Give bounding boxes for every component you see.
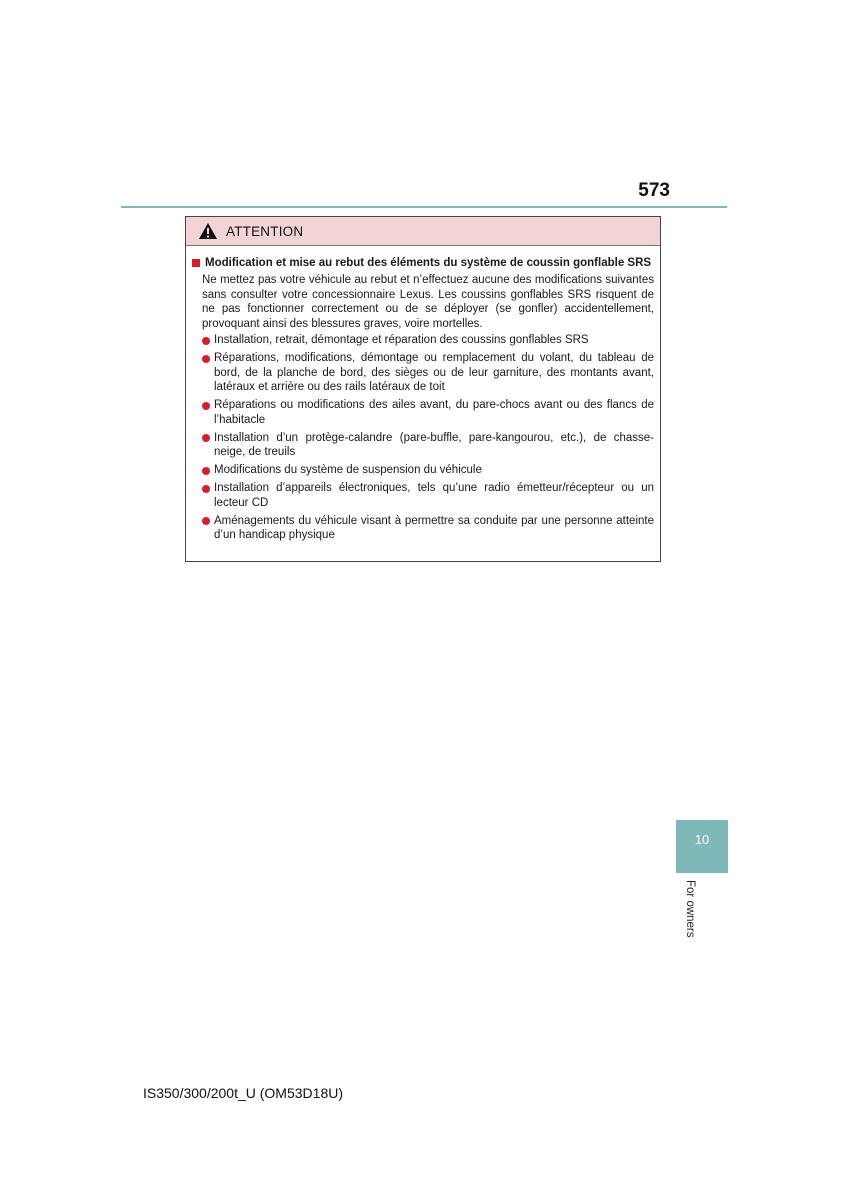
list-item <box>202 431 654 460</box>
chapter-tab[interactable] <box>676 820 728 873</box>
bullet-list <box>192 333 654 543</box>
header-rule <box>121 206 727 208</box>
list-item <box>202 398 654 427</box>
list-item <box>202 481 654 510</box>
list-item-text: Installation d’appareils électroniques, tels qu’une radio émetteur/récepteur ou un lecteur CD <box>214 482 654 509</box>
list-item <box>202 351 654 395</box>
bullet-dot-icon <box>202 467 210 475</box>
bullet-dot-icon <box>202 434 210 442</box>
attention-body <box>186 246 660 543</box>
list-item-text: Réparations ou modifications des ailes avant, du pare-chocs avant ou des flancs de l’habitacle <box>214 399 654 426</box>
square-bullet-icon <box>192 259 200 267</box>
list-item <box>202 514 654 543</box>
bullet-dot-icon <box>202 337 210 345</box>
list-item-text: Installation d’un protège-calandre (pare-buffle, pare-kangourou, etc.), de chasse-neige, de treuils <box>214 431 654 458</box>
list-item-text: Aménagements du véhicule visant à permettre sa conduite par une personne atteinte d’un handicap physique <box>214 514 654 541</box>
list-item <box>202 463 654 478</box>
section-heading <box>192 256 654 270</box>
list-item-text: Modifications du système de suspension du véhicule <box>214 464 482 476</box>
bullet-dot-icon <box>202 355 210 363</box>
attention-header <box>186 217 660 246</box>
attention-box <box>185 216 661 562</box>
bullet-dot-icon <box>202 517 210 525</box>
intro-paragraph: Ne mettez pas votre véhicule au rebut et n’effectuez aucune des modifications suivantes sans consulter votre concessionnaire Lexus. Les coussins gonflables SRS risquent de ne pas fonctionner correctement ou de se déployer (se gonfler) accidentellement, provoquant ainsi des blessures graves, voire mortelles. <box>202 274 654 330</box>
page-number: 573 <box>638 180 670 201</box>
chapter-label: For owners <box>684 880 696 938</box>
list-item-text: Installation, retrait, démontage et réparation des coussins gonflables SRS <box>214 334 589 346</box>
warning-triangle-icon <box>198 222 218 240</box>
section-heading-text: Modification et mise au rebut des éléments du système de coussin gonflable SRS <box>205 257 652 269</box>
footer-model-code: IS350/300/200t_U (OM53D18U) <box>143 1085 343 1101</box>
bullet-dot-icon <box>202 402 210 410</box>
bullet-dot-icon <box>202 485 210 493</box>
attention-title: ATTENTION <box>226 223 304 239</box>
list-item-text: Réparations, modifications, démontage ou remplacement du volant, du tableau de bord, de la planche de bord, des sièges ou de leur garniture, des montants avant, latéraux et arrière ou des rails latéraux de toit <box>214 352 654 393</box>
list-item <box>202 333 654 348</box>
chapter-number: 10 <box>694 832 710 847</box>
